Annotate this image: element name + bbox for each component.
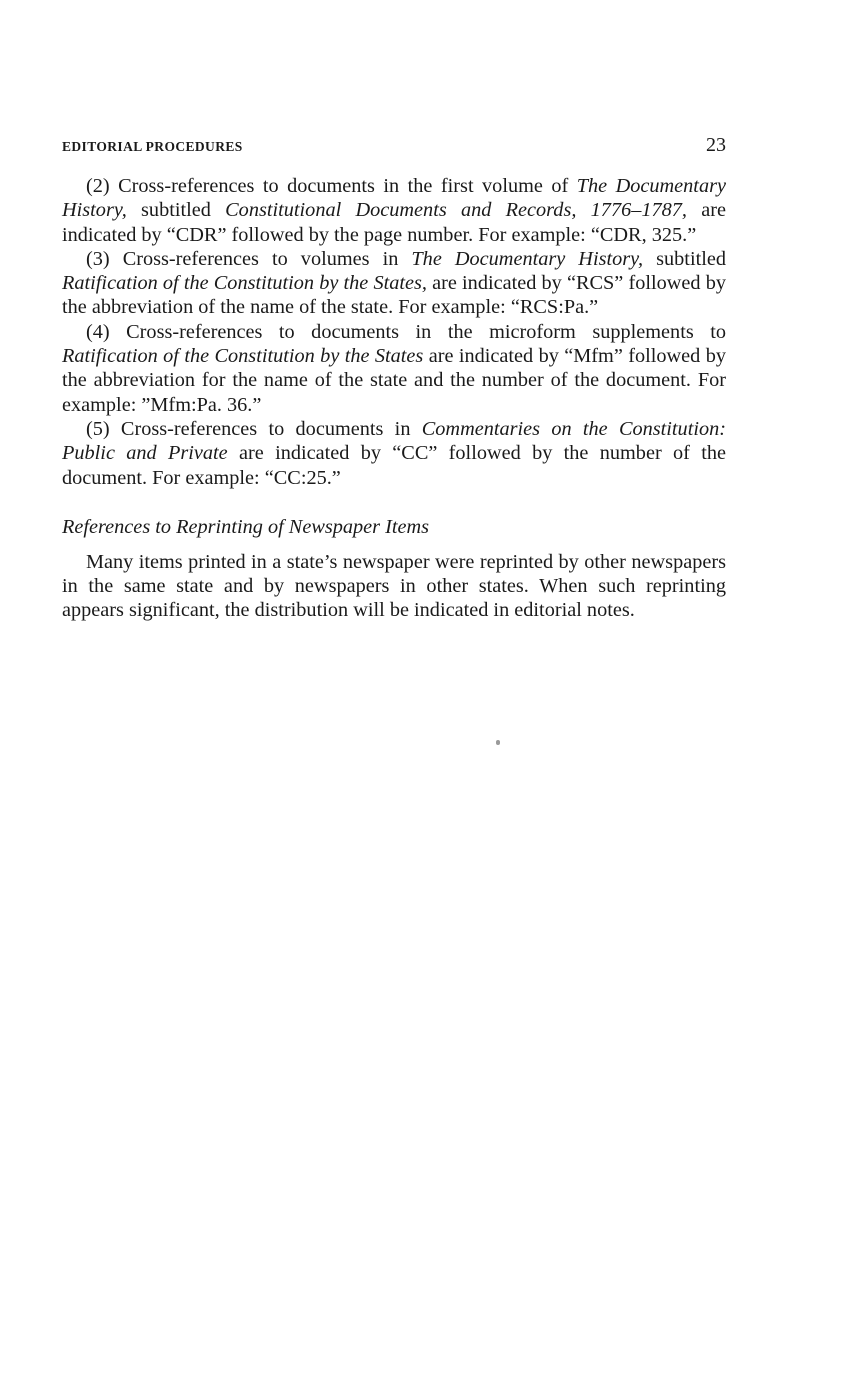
page-number: 23: [706, 134, 726, 156]
italic-title: Ratification of the Constitution by the States: [62, 345, 424, 368]
italic-title: Constitutional Documents and Records, 1776–1787,: [225, 199, 687, 222]
text-run: (2) Cross-references to documents in the first volume of: [86, 175, 577, 197]
text-run: are indicated by “Mfm” followed by the abbreviation for the name of the state and the number of the document. For example: ”Mfm:Pa. 36.”: [62, 345, 726, 416]
text-run: (3) Cross-references to volumes in: [86, 247, 412, 270]
section-heading: References to Reprinting of Newspaper Items: [62, 515, 430, 538]
cross-reference-list: [62, 174, 726, 490]
cross-reference-item-5: [62, 417, 726, 490]
page: [62, 134, 726, 623]
text-run: are indicated by “CC” followed by the number of the document. For example: “CC:25.”: [62, 442, 726, 489]
italic-title: Ratification of the Constitution by the States,: [62, 272, 427, 295]
italic-title: Commentaries on the Constitution: Public and Private: [62, 417, 727, 465]
text-run: subtitled: [126, 199, 226, 222]
scan-speck: [496, 740, 500, 745]
running-head: [62, 134, 726, 160]
cross-reference-item-2: [62, 174, 726, 247]
italic-title: The Documentary History,: [62, 175, 726, 222]
text-run: are indicated by “RCS” followed by the abbreviation of the name of the state. For example: “RCS:Pa.”: [62, 272, 726, 319]
text-run: subtitled: [643, 247, 726, 270]
running-title: EDITORIAL PROCEDURES: [62, 139, 243, 154]
text-run: are indicated by “CDR” followed by the page number. For example: “CDR, 325.”: [62, 199, 727, 246]
text-run: (5) Cross-references to documents in: [86, 417, 422, 440]
cross-reference-item-3: [62, 247, 726, 320]
section-paragraph: Many items printed in a state’s newspaper were reprinted by other newspapers in the same state and by newspapers in other states. When such reprinting appears significant, the distribution will be indicated in editorial notes.: [62, 550, 726, 622]
italic-title: The Documentary History,: [411, 247, 644, 270]
text-run: (4) Cross-references to documents in the microform supplements to: [86, 320, 726, 343]
cross-reference-item-4: [62, 320, 726, 417]
